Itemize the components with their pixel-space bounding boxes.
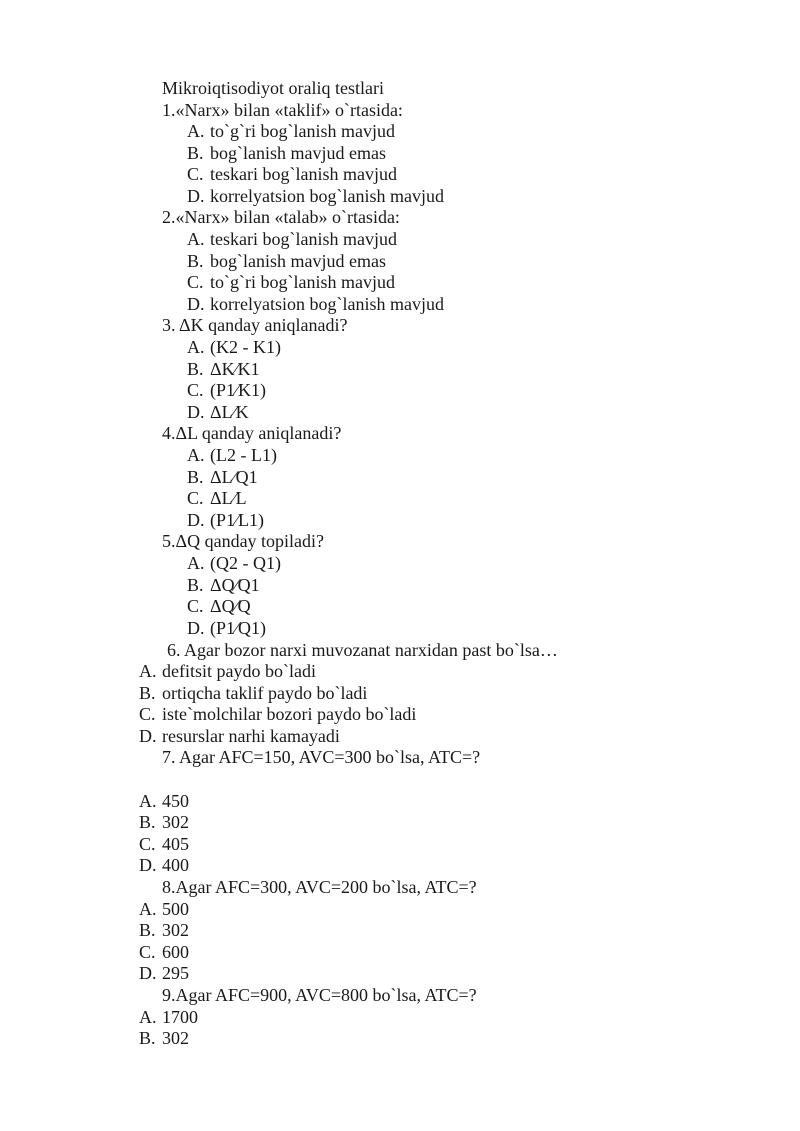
q2-option-a: A. teskari bog`lanish mavjud xyxy=(187,229,397,249)
q1-option-d: D. korrelyatsion bog`lanish mavjud xyxy=(187,186,444,206)
q9-option-b: B. 302 xyxy=(139,1028,189,1048)
question-2: 2.«Narx» bilan «talab» o`rtasida: xyxy=(162,207,400,227)
question-6: 6. Agar bozor narxi muvozanat narxidan past bo`lsa… xyxy=(167,640,558,660)
question-1: 1.«Narx» bilan «taklif» o`rtasida: xyxy=(162,100,403,120)
q4-option-c: C. ΔL⁄L xyxy=(187,488,247,508)
question-7: 7. Agar AFC=150, AVC=300 bo`lsa, ATC=? xyxy=(162,747,481,767)
question-3: 3. ΔK qanday aniqlanadi? xyxy=(162,315,348,335)
q1-option-b: B. bog`lanish mavjud emas xyxy=(187,143,386,163)
q2-option-d: D. korrelyatsion bog`lanish mavjud xyxy=(187,294,444,314)
q6-option-c: C. iste`molchilar bozori paydo bo`ladi xyxy=(139,704,417,724)
q4-option-a: A. (L2 - L1) xyxy=(187,445,277,465)
q5-option-c: C. ΔQ⁄Q xyxy=(187,596,251,616)
q7-option-b: B. 302 xyxy=(139,812,189,832)
q7-option-a: A. 450 xyxy=(139,791,189,811)
q2-option-c: C. to`g`ri bog`lanish mavjud xyxy=(187,272,395,292)
q2-option-b: B. bog`lanish mavjud emas xyxy=(187,251,386,271)
q8-option-a: A. 500 xyxy=(139,899,189,919)
q6-option-d: D. resurslar narhi kamayadi xyxy=(139,726,340,746)
q8-option-b: B. 302 xyxy=(139,920,189,940)
q4-option-b: B. ΔL⁄Q1 xyxy=(187,467,258,487)
q6-option-a: A. defitsit paydo bo`ladi xyxy=(139,661,316,681)
q7-option-d: D. 400 xyxy=(139,855,189,875)
q9-option-a: A. 1700 xyxy=(139,1007,198,1027)
q5-option-d: D. (P1⁄Q1) xyxy=(187,618,267,638)
q4-option-d: D. (P1⁄L1) xyxy=(187,510,264,530)
q3-option-d: D. ΔL⁄K xyxy=(187,402,249,422)
question-5: 5.ΔQ qanday topiladi? xyxy=(162,531,325,551)
q3-option-c: C. (P1⁄K1) xyxy=(187,380,267,400)
q1-option-a: A. to`g`ri bog`lanish mavjud xyxy=(187,121,395,141)
q5-option-a: A. (Q2 - Q1) xyxy=(187,553,281,573)
q3-option-a: A. (K2 - K1) xyxy=(187,337,281,357)
q8-option-c: C. 600 xyxy=(139,942,189,962)
q1-option-c: C. teskari bog`lanish mavjud xyxy=(187,164,397,184)
q8-option-d: D. 295 xyxy=(139,963,189,983)
q6-option-b: B. ortiqcha taklif paydo bo`ladi xyxy=(139,683,368,703)
q5-option-b: B. ΔQ⁄Q1 xyxy=(187,575,260,595)
question-4: 4.ΔL qanday aniqlanadi? xyxy=(162,423,342,443)
question-8: 8.Agar AFC=300, AVC=200 bo`lsa, ATC=? xyxy=(162,877,477,897)
q7-option-c: C. 405 xyxy=(139,834,189,854)
q3-option-b: B. ΔK⁄K1 xyxy=(187,359,260,379)
document-title: Mikroiqtisodiyot oraliq testlari xyxy=(162,78,384,98)
question-9: 9.Agar AFC=900, AVC=800 bo`lsa, ATC=? xyxy=(162,985,477,1005)
